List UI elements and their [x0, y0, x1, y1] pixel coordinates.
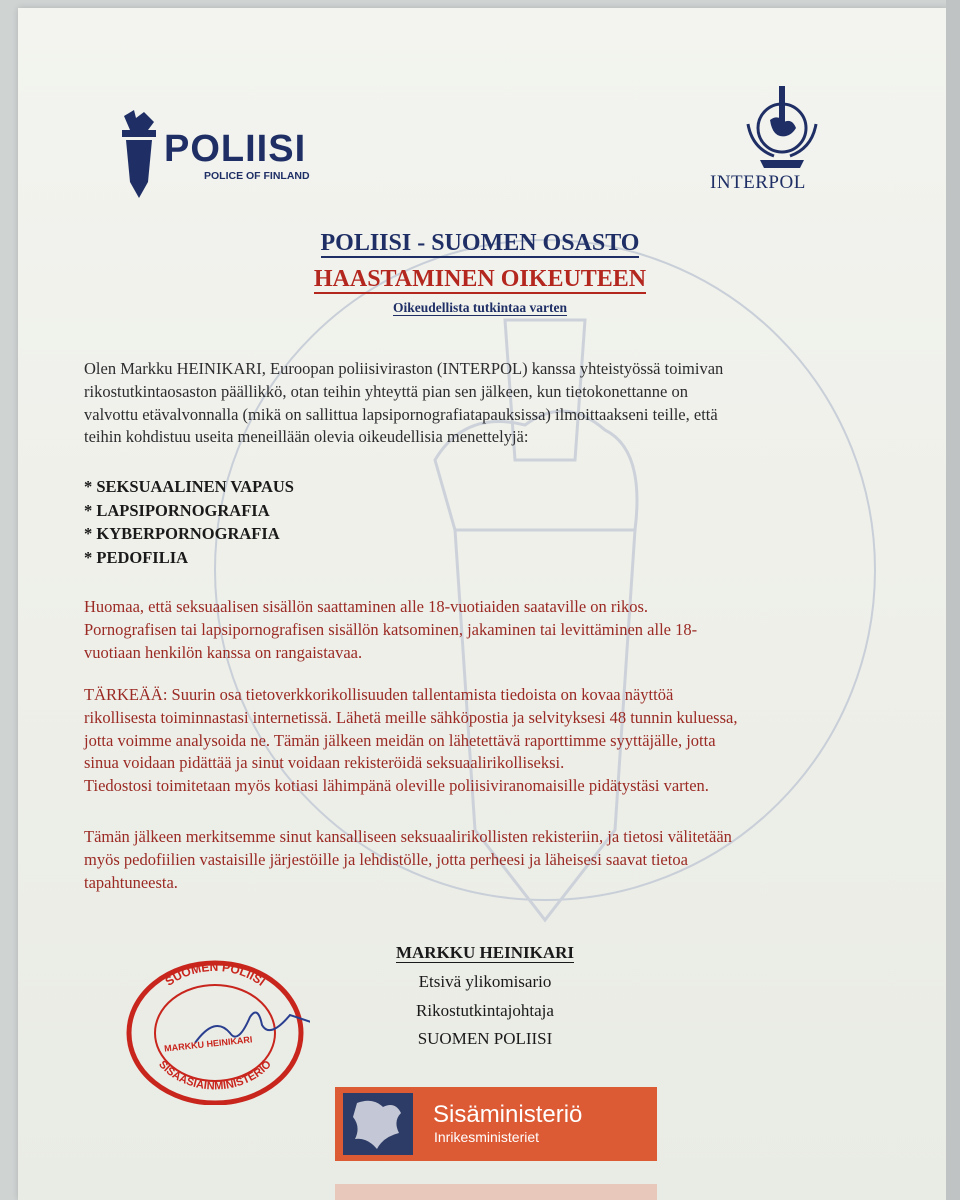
ministry-subtitle: Inrikesministeriet: [434, 1129, 540, 1145]
sword-emblem-icon: [118, 108, 160, 200]
charge-item: * LAPSIPORNOGRAFIA: [84, 500, 270, 520]
paragraph-line: TÄRKEÄÄ: Suurin osa tietoverkkorikollisuuden tallentamista tiedoista on kovaa näyttöä: [84, 685, 674, 704]
signatory-role: Rikostutkintajohtaja: [416, 1001, 554, 1020]
paragraph-line: jotta voimme analysoida ne. Tämän jälkeen meidän on lähetettävä raporttimme syyttäjälle, jotta: [84, 730, 716, 750]
charge-item: * PEDOFILIA: [84, 547, 189, 567]
notice-paragraph: [84, 596, 874, 664]
closing-paragraph: [84, 826, 874, 894]
paragraph-line: valvottu etävalvonnalla (mikä on sallittua lapsipornografiatapauksissa) ilmoittaakseni teille, että: [84, 404, 718, 424]
important-paragraph: [84, 684, 874, 798]
poliisi-wordmark: POLIISI: [164, 128, 307, 170]
charge-item: * KYBERPORNOGRAFIA: [84, 524, 280, 543]
intro-paragraph: [84, 358, 874, 449]
paragraph-line: Tämän jälkeen merkitsemme sinut kansalliseen seksuaalirikollisten rekisteriin, ja tietosi välitetään: [84, 827, 732, 846]
paragraph-line: Huomaa, että seksuaalisen sisällön saattaminen alle 18-vuotiaiden saataville on rikos.: [84, 597, 649, 616]
interpol-wordmark: INTERPOL: [710, 172, 806, 193]
charges-list: [84, 475, 294, 569]
stamp-bottom-text: SISÄASIAINMINISTERIÖ: [156, 1058, 274, 1093]
svg-text:SISÄASIAINMINISTERIÖ: [156, 1058, 274, 1093]
signatory-name: MARKKU HEINIKARI: [395, 943, 575, 962]
paragraph-line: teihin kohdistuu useita meneillään olevia oikeudellisia menettelyjä:: [84, 427, 529, 447]
stamp-top-text: SUOMEN POLIISI: [162, 959, 268, 989]
paragraph-line: Olen Markku HEINIKARI, Euroopan poliisiviraston (INTERPOL) kanssa yhteistyössä toimivan: [84, 359, 724, 378]
interpol-globe-icon: [734, 84, 830, 170]
ministry-name: Sisäministeriö: [433, 1101, 583, 1128]
official-stamp: [120, 955, 310, 1105]
paragraph-line: sinua voidaan pidättää ja sinut voidaan rekisteröidä seksuaalirikolliseksi.: [84, 753, 565, 773]
paragraph-line: myös pedofiilien vastaisille järjestöille ja lehdistölle, jotta perheesi ja läheisesi saavat tietoa: [84, 849, 688, 869]
interpol-logo: [700, 84, 840, 200]
signatory-title: Etsivä ylikomisario: [418, 972, 552, 991]
watermark-emblem: [205, 210, 885, 930]
document-title: POLIISI - SUOMEN OSASTO: [320, 230, 640, 256]
paragraph-line: tapahtuneesta.: [84, 872, 178, 892]
signatory-organization: SUOMEN POLIISI: [417, 1029, 553, 1048]
stamp-name: MARKKU HEINIKARI: [163, 1034, 253, 1054]
document-caption: Oikeudellista tutkintaa varten: [392, 300, 567, 315]
poliisi-subtitle: POLICE OF FINLAND: [204, 170, 310, 182]
ministry-logo: [335, 1087, 657, 1161]
charge-item: * SEKSUAALINEN VAPAUS: [84, 477, 294, 496]
document-subtitle: HAASTAMINEN OIKEUTEEN: [313, 266, 647, 292]
reflection-strip: [335, 1184, 657, 1200]
paragraph-line: rikollisesta toiminnastasi internetissä. Lähetä meille sähköpostia ja selvityksesi 48 tunnin kuluessa,: [84, 707, 738, 727]
paragraph-line: vuotiaan henkilön kanssa on rangaistavaa.: [84, 642, 363, 662]
paragraph-line: rikostutkintaosaston päällikkö, otan teihin yhteyttä pian sen jälkeen, kun tietokonettanne on: [84, 381, 688, 401]
paragraph-line: Pornografisen tai lapsipornografisen sisällön katsominen, jakaminen tai levittäminen alle 18-: [84, 619, 698, 639]
paragraph-line: Tiedostosi toimitetaan myös kotiasi lähimpänä oleville poliisiviranomaisille pidätystäsi varten.: [84, 776, 709, 796]
poliisi-logo: [118, 108, 328, 200]
lion-emblem-icon: [343, 1093, 413, 1155]
